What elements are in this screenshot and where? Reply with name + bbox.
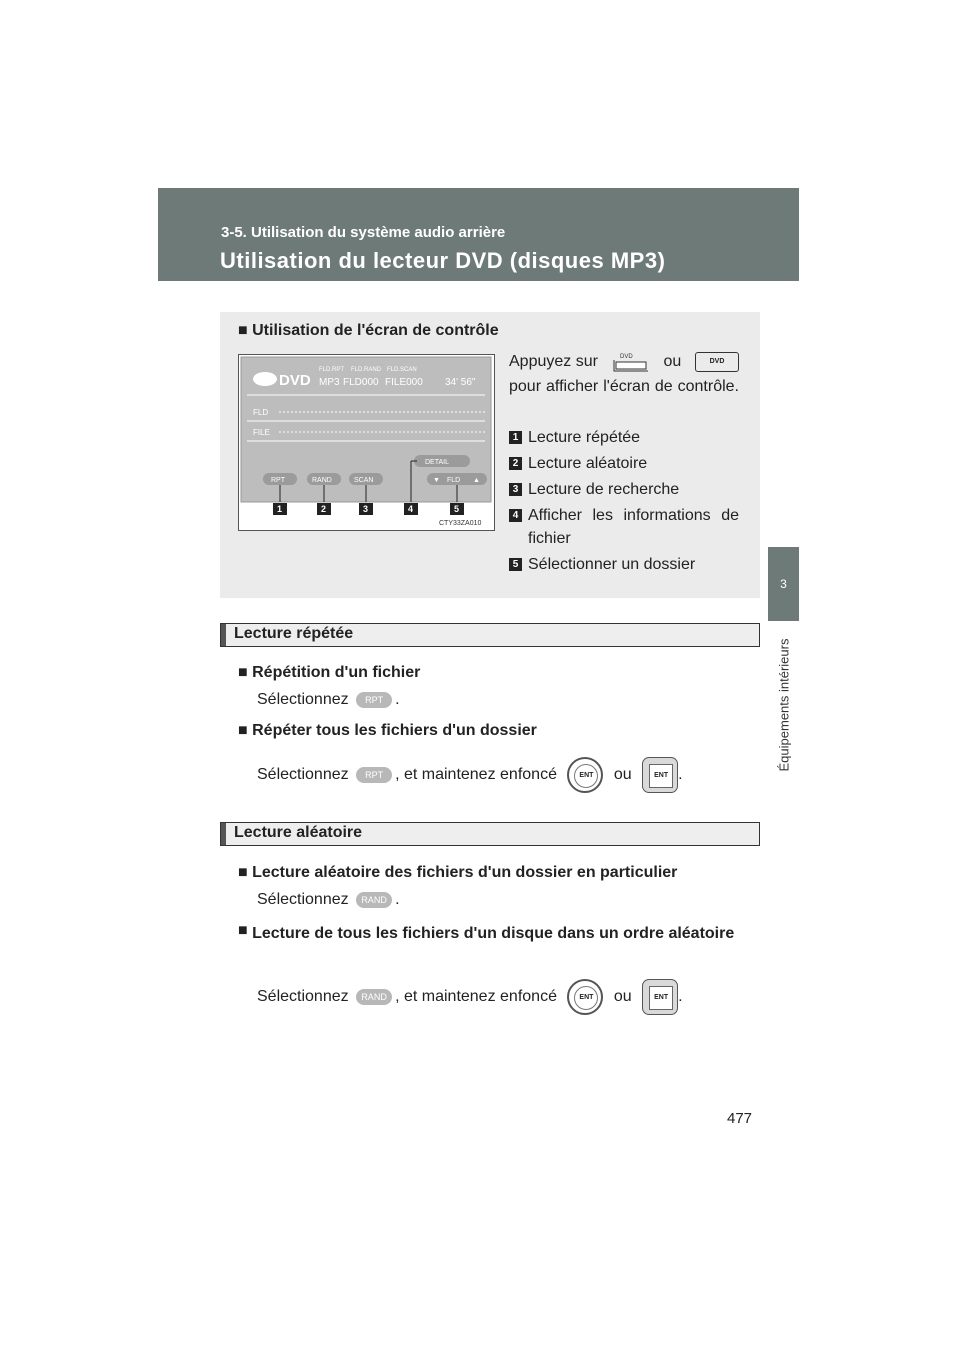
section-header-repeat bbox=[220, 623, 760, 647]
screen-time: 34' 56" bbox=[445, 377, 476, 388]
detail-label: DETAIL bbox=[425, 459, 449, 466]
instruction-text: Appuyez sur bbox=[509, 353, 598, 370]
tune-knob-icon: ENT bbox=[567, 757, 603, 793]
screen-logo: DVD bbox=[279, 372, 311, 389]
legend-list bbox=[509, 426, 739, 576]
fld-label: FLD bbox=[447, 477, 461, 484]
repeat-step1: Sélectionnez RPT . bbox=[257, 691, 400, 708]
control-screen-instruction bbox=[509, 350, 739, 398]
chapter-label bbox=[768, 630, 799, 780]
legend-item: 2 Lecture aléatoire bbox=[509, 452, 739, 475]
rpt-label: RPT bbox=[271, 477, 285, 484]
screen-folder: FLD000 bbox=[343, 377, 379, 388]
dvd-button-icon: DVD bbox=[695, 352, 739, 372]
repeat-step2: Sélectionnez RPT , et maintenez enfoncé ENT ou ENT . bbox=[257, 757, 683, 793]
callout-3: 3 bbox=[363, 504, 369, 514]
square-bullet: ■ bbox=[238, 322, 253, 339]
flag-rpt: FLD.RPT bbox=[319, 367, 345, 373]
section-header-random bbox=[220, 822, 760, 846]
legend-item: 1 Lecture répétée bbox=[509, 426, 739, 449]
disc-icon bbox=[253, 372, 277, 386]
section-title-random: Lecture aléatoire bbox=[234, 824, 363, 841]
rpt-button-icon: RPT bbox=[356, 767, 392, 783]
rand-label: RAND bbox=[312, 477, 332, 484]
flag-rand: FLD.RAND bbox=[351, 367, 382, 373]
section-title: 3-5. Utilisation du système audio arrière bbox=[221, 224, 506, 241]
image-code: CTY33ZA010 bbox=[439, 520, 482, 527]
row-file: FILE bbox=[253, 428, 270, 437]
or-text: ou bbox=[663, 353, 682, 370]
flag-scan: FLD.SCAN bbox=[387, 367, 417, 373]
page-number: 477 bbox=[727, 1110, 753, 1127]
repeat-sub2: ■ Répéter tous les fichiers d'un dossier bbox=[238, 722, 537, 739]
legend-item: 3 Lecture de recherche bbox=[509, 478, 739, 501]
ent-pad-icon: ENT bbox=[642, 757, 678, 793]
screen-format: MP3 bbox=[319, 377, 340, 388]
scan-label: SCAN bbox=[354, 477, 374, 484]
callout-2: 2 bbox=[321, 504, 327, 514]
random-sub2: ■ Lecture de tous les fichiers d'un disque dans un ordre aléatoire bbox=[238, 922, 735, 942]
instruction-text-2: pour afficher l'écran de contrôle. bbox=[509, 378, 739, 395]
random-step2: Sélectionnez RAND , et maintenez enfoncé ENT ou ENT . bbox=[257, 979, 683, 1015]
screen-illustration bbox=[239, 355, 494, 530]
rand-button-icon: RAND bbox=[356, 892, 392, 908]
legend-item: 4 Afficher les informations de fichier bbox=[509, 504, 739, 550]
ent-pad-icon: ENT bbox=[642, 979, 678, 1015]
section-title-repeat: Lecture répétée bbox=[234, 625, 354, 642]
screen-file: FILE000 bbox=[385, 377, 423, 388]
rpt-button-icon: RPT bbox=[356, 692, 392, 708]
random-step1: Sélectionnez RAND . bbox=[257, 891, 400, 908]
row-fld: FLD bbox=[253, 408, 269, 417]
page-title: Utilisation du lecteur DVD (disques MP3) bbox=[220, 248, 666, 273]
legend-item: 5 Sélectionner un dossier bbox=[509, 553, 739, 576]
control-screen-image bbox=[238, 354, 495, 531]
control-screen-heading bbox=[238, 322, 499, 340]
chapter-number: 3 bbox=[780, 577, 787, 591]
arrow-down-icon: ▼ bbox=[433, 477, 440, 484]
callout-1: 1 bbox=[277, 504, 283, 514]
control-screen-heading-text: Utilisation de l'écran de contrôle bbox=[252, 322, 499, 339]
tune-knob-icon: ENT bbox=[567, 979, 603, 1015]
callout-5: 5 bbox=[454, 504, 460, 514]
dvd-button-top-icon bbox=[612, 351, 650, 373]
svg-text:DVD: DVD bbox=[619, 353, 633, 360]
random-sub1: ■ Lecture aléatoire des fichiers d'un dossier en particulier bbox=[238, 864, 678, 881]
chapter-tab bbox=[768, 547, 799, 621]
chapter-label-text: Équipements intérieurs bbox=[776, 638, 791, 772]
rand-button-icon: RAND bbox=[356, 989, 392, 1005]
repeat-sub1: ■ Répétition d'un fichier bbox=[238, 664, 421, 681]
callout-4: 4 bbox=[408, 504, 414, 514]
arrow-up-icon: ▲ bbox=[473, 477, 480, 484]
